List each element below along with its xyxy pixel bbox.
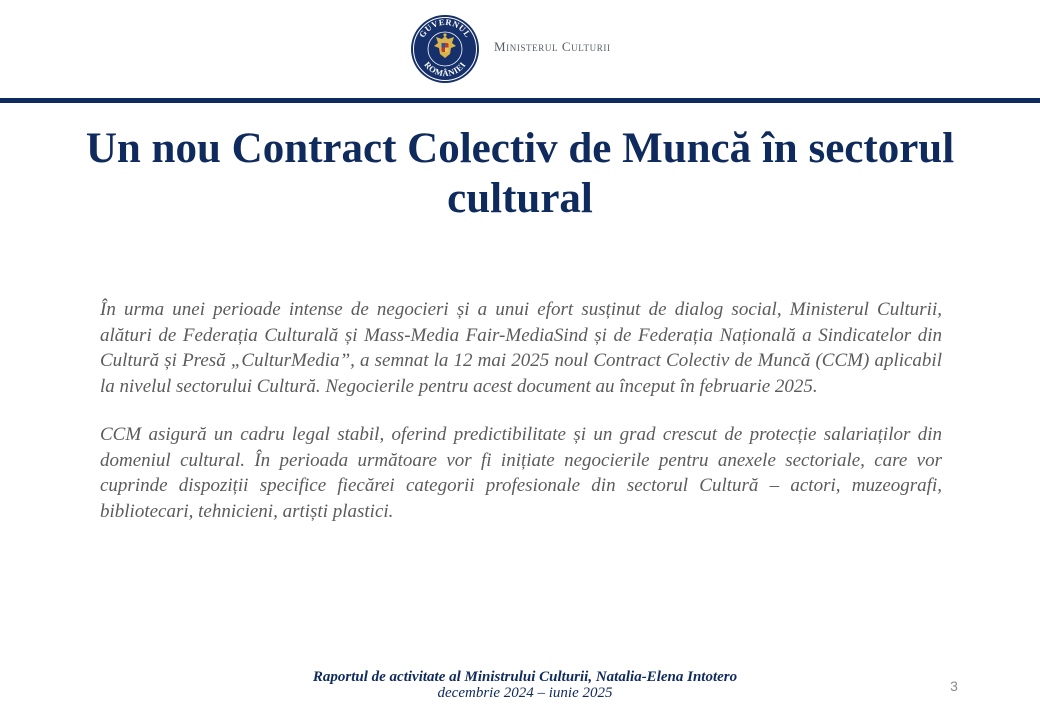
paragraph-ccm-benefits: CCM asigură un cadru legal stabil, oferind predictibilitate și un grad crescut de protecție salariaților din domeniul cultural. În perioada următoare vor fi inițiate negocierile pentru anexele sectoriale, care vor cuprinde dispoziții specifice fiecărei categorii profesionale din sectorul Cultură – actori, muzeografi, bibliotecari, tehnicieni, artiști plastici. <box>100 424 942 522</box>
slide-body <box>100 297 942 547</box>
page-number: 3 <box>950 678 958 694</box>
government-seal-logo <box>410 14 480 84</box>
slide-footer <box>200 669 850 701</box>
ministry-name: Ministerul Culturii <box>494 39 611 54</box>
paragraph-ccm-signing: În urma unei perioade intense de negocieri și a unui efort susținut de dialog social, Ministerul Culturii, alături de Federația Culturală și Mass-Media Fair-MediaSind și de Federația Națională a Sindicatelor din Cultură și Presă „CulturMedia”, a semnat la 12 mai 2025 noul Contract Colectiv de Muncă (CCM) aplicabil la nivelul sectorului Cultură. Negocierile pentru acest document au început în februarie 2025. <box>100 299 942 397</box>
svg-text:ROMÂNIEI: ROMÂNIEI <box>422 59 468 79</box>
header-divider <box>0 98 1040 103</box>
svg-text:GUVERNUL: GUVERNUL <box>416 16 474 40</box>
footer-period: decembrie 2024 – iunie 2025 <box>437 685 613 701</box>
slide-title: Un nou Contract Colectiv de Muncă în sectorul cultural <box>85 125 955 222</box>
footer-report-title: Raportul de activitate al Ministrului Culturii, Natalia-Elena Intotero <box>312 669 738 685</box>
slide-header <box>0 0 1040 100</box>
